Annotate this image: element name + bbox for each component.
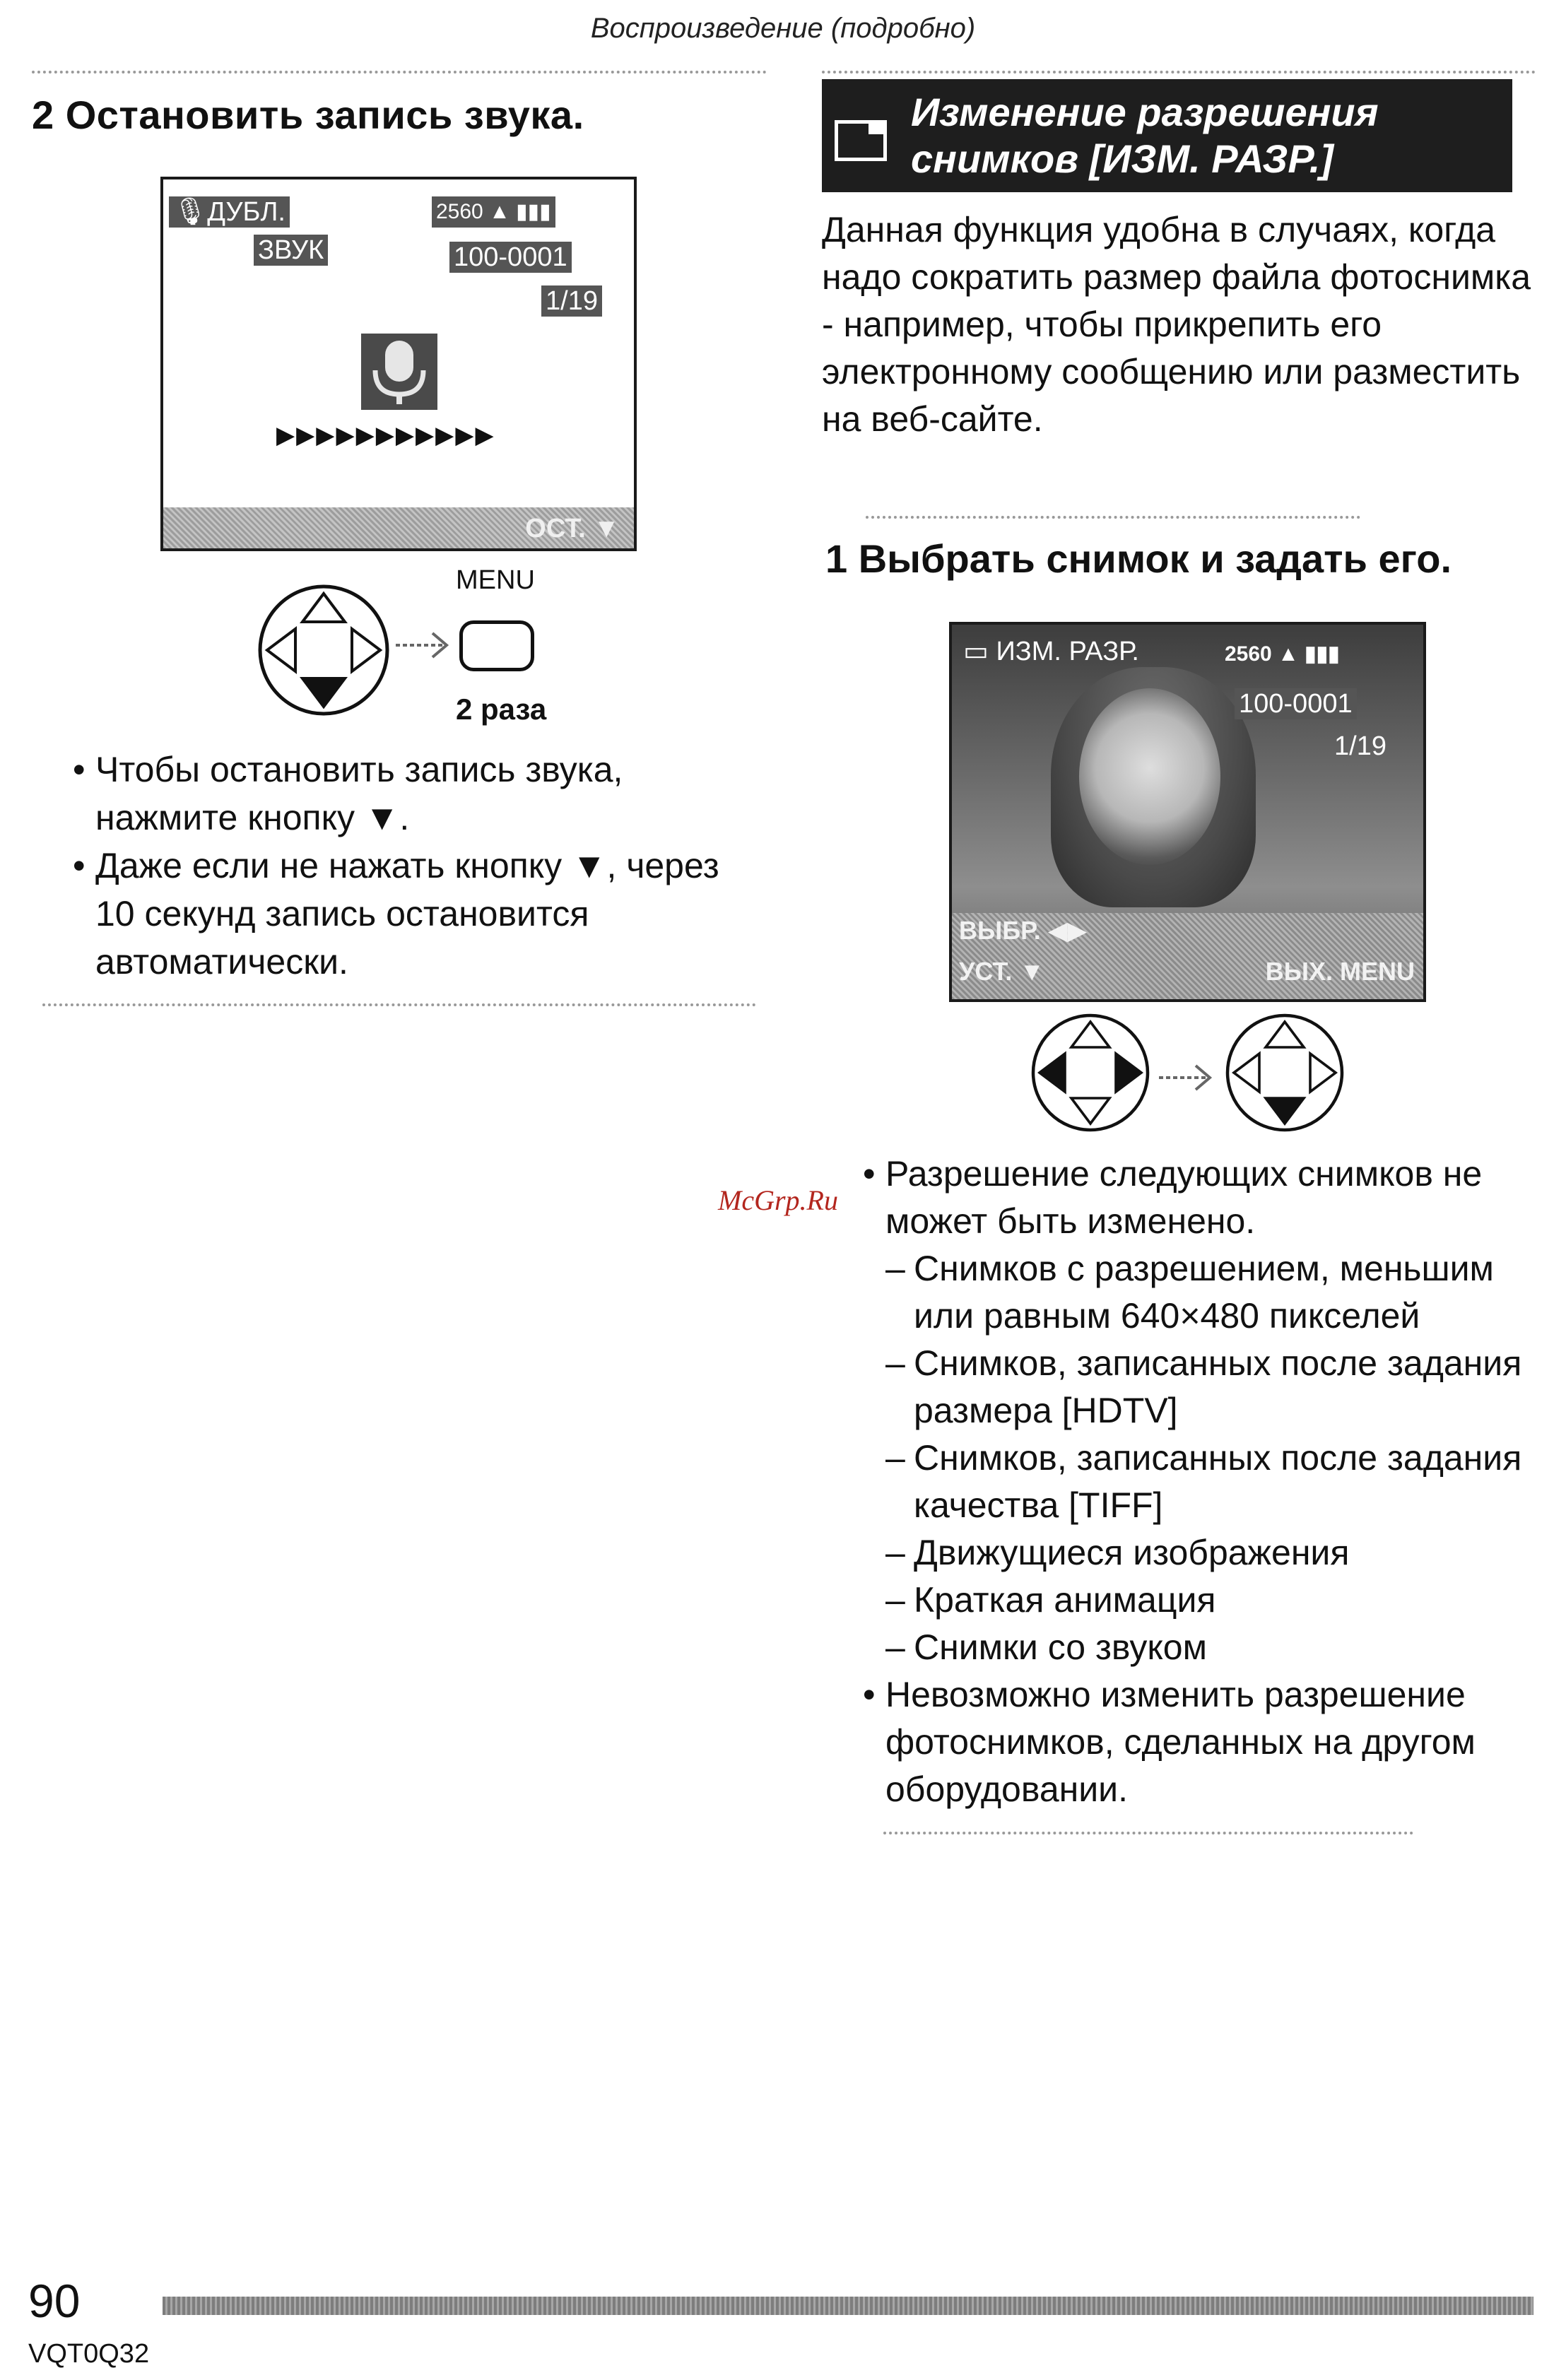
list-item: • Чтобы остановить запись звука, нажмите кнопку ▼. (95, 746, 767, 842)
cursor-buttons-down[interactable] (253, 579, 394, 721)
lcd-screen-resize (949, 622, 1426, 1002)
recording-progress: ▶▶▶▶▶▶▶▶▶▶▶ (276, 422, 495, 449)
select-hint: ВЫБР. ◀▶ (959, 916, 1088, 945)
bullet-icon: • (73, 846, 86, 885)
microphone-icon: 🎙 (173, 197, 208, 227)
section-heading-resize (822, 79, 1512, 192)
sound-label: ЗВУК (254, 235, 328, 266)
step-1-title: 1 Выбрать снимок и задать его. (825, 536, 1452, 581)
lcd-screen-audio-dub (160, 177, 637, 551)
exit-hint: ВЫХ. MENU (1265, 957, 1415, 986)
resolution-indicator: 2560 ▲ ▮▮▮ (432, 196, 555, 228)
cursor-buttons-down[interactable] (1221, 1009, 1348, 1136)
battery-icon: ▮▮▮ (1305, 642, 1340, 666)
list-item: • Невозможно изменить разрешение фотоснимков, сделанных на другом оборудовании. (885, 1671, 1550, 1813)
arrow-right-icon (396, 628, 452, 663)
menu-button[interactable] (459, 620, 534, 671)
cursor-buttons-left-right[interactable] (1027, 1009, 1154, 1136)
resize-icon: ▭ (963, 637, 989, 666)
quality-icon: ▲ (489, 200, 510, 223)
picture-counter: 1/19 (541, 285, 602, 317)
right-bullet-list (863, 1150, 1550, 1813)
header-divider (32, 71, 767, 73)
microphone-icon-large (361, 334, 437, 410)
step-2-title: 2 Остановить запись звука. (32, 93, 584, 137)
screen-bottom-bar (163, 507, 634, 548)
dash-list (885, 1245, 1550, 1671)
cancel-hint: ОСТ. ▼ (525, 514, 620, 543)
page-number: 90 (28, 2275, 81, 2327)
list-item: – Движущиеся изображения (885, 1533, 1350, 1572)
resize-icon (835, 120, 887, 161)
header-divider-right (822, 71, 1536, 73)
list-item: – Снимков, записанных после задания качества [TIFF] (885, 1438, 1522, 1525)
folder-file-number: 100-0001 (449, 242, 572, 273)
photo-subject (1079, 688, 1220, 865)
watermark: McGrp.Ru (718, 1184, 838, 1216)
list-item: • Разрешение следующих снимков не может быть изменено. (885, 1150, 1550, 1245)
bullet-icon: • (863, 1675, 876, 1714)
quality-icon: ▲ (1278, 642, 1299, 666)
intro-paragraph: Данная функция удобна в случаях, когда надо сократить размер файла фотоснимка - например, чтобы прикрепить его электронному сообщению или разместить на веб-сайте. (822, 210, 1531, 439)
resolution-indicator: 2560 ▲ ▮▮▮ (1225, 642, 1340, 666)
menu-label: MENU (456, 565, 535, 595)
picture-counter: 1/19 (1334, 731, 1387, 761)
bullet-icon: • (73, 750, 86, 789)
list-item: – Снимков, записанных после задания размера [HDTV] (885, 1343, 1522, 1430)
list-item: – Снимки со звуком (885, 1627, 1207, 1667)
section-header: Воспроизведение (подробно) (590, 13, 976, 44)
footer-bar (163, 2297, 1533, 2315)
list-item: – Снимков с разрешением, меньшим или равным 640×480 пикселей (885, 1249, 1494, 1336)
bullet-list (73, 746, 767, 986)
arrow-right-icon (1159, 1060, 1215, 1095)
screen-bottom-bar (952, 913, 1423, 999)
battery-icon: ▮▮▮ (516, 200, 551, 223)
document-code: VQT0Q32 (28, 2339, 150, 2369)
folder-file-number: 100-0001 (1235, 688, 1357, 719)
press-count: 2 раза (456, 693, 547, 726)
left-section-divider (42, 1003, 756, 1006)
right-section-divider (883, 1832, 1413, 1834)
set-hint: УСТ. ▼ (959, 957, 1045, 986)
intro-divider (866, 516, 1360, 519)
dub-label: 🎙ДУБЛ. (169, 196, 290, 228)
list-item: – Краткая анимация (885, 1580, 1216, 1620)
section-title: Изменение разрешения снимков [ИЗМ. РАЗР.] (911, 90, 1379, 181)
list-item: • Даже если не нажать кнопку ▼, через 10 секунд запись остановится автоматически. (95, 842, 767, 986)
bullet-icon: • (863, 1154, 876, 1194)
mode-label: ▭ ИЗМ. РАЗР. (963, 637, 1139, 666)
